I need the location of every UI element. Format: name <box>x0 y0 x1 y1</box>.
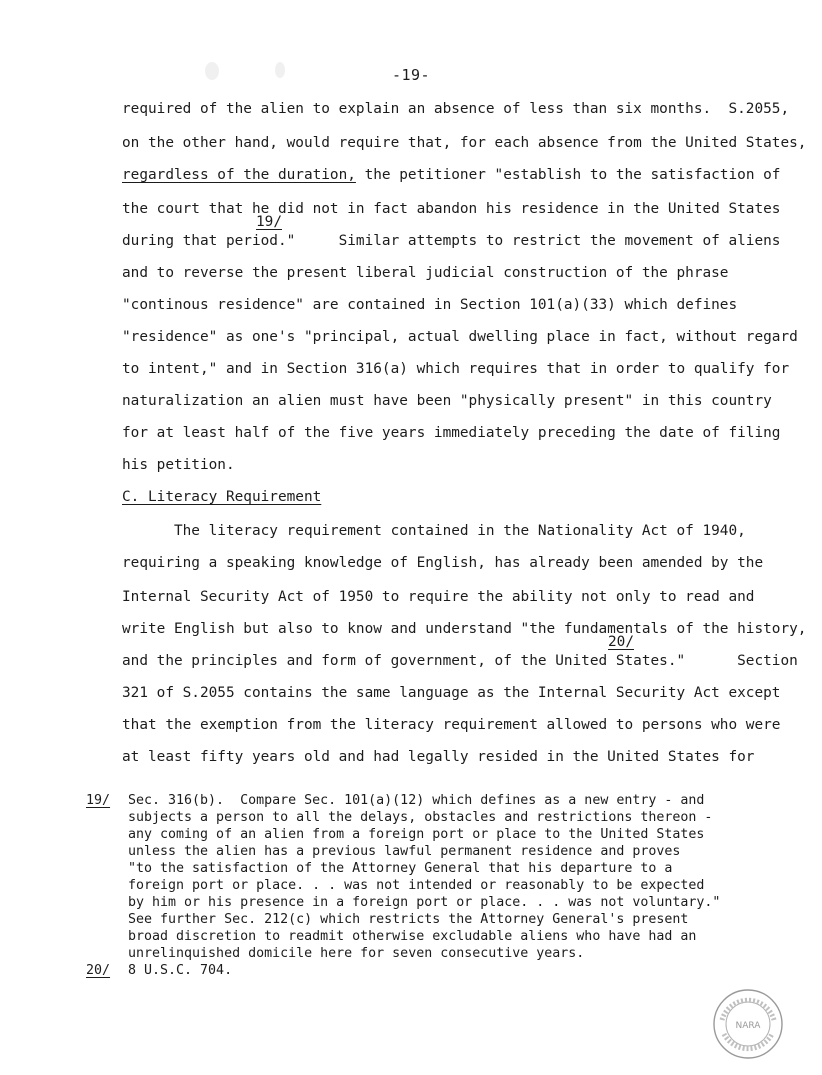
page-number: -19- <box>391 66 431 84</box>
body-line: the court that he did not in fact abandon his residence in the United States <box>122 201 781 217</box>
body-line-rest: the petitioner "establish to the satisfaction of <box>355 167 781 183</box>
body-line: to intent," and in Section 316(a) which requires that in order to qualify for <box>122 361 790 377</box>
body-line: write English but also to know and understand "the fundamentals of the history, <box>122 621 807 637</box>
footnote-marker-20: 20/ <box>608 634 634 650</box>
footnote-line: unless the alien has a previous lawful permanent residence and proves <box>128 844 681 859</box>
body-line: 321 of S.2055 contains the same language as the Internal Security Act except <box>122 685 781 701</box>
footnote-line: 8 U.S.C. 704. <box>128 963 233 978</box>
footnote-number-20: 20/ <box>86 963 111 978</box>
footnote-line: any coming of an alien from a foreign port or place to the United States <box>128 827 705 842</box>
footnote-line: "to the satisfaction of the Attorney General that his departure to a <box>128 861 673 876</box>
body-line: at least fifty years old and had legally resided in the United States for <box>122 749 755 765</box>
body-line: on the other hand, would require that, for each absence from the United States, <box>122 135 807 151</box>
body-line: that the exemption from the literacy requirement allowed to persons who were <box>122 717 781 733</box>
svg-text:NARA: NARA <box>735 1021 761 1031</box>
footnote-line: by him or his presence in a foreign port or place. . . was not voluntary." <box>128 895 721 910</box>
body-line: required of the alien to explain an absence of less than six months. S.2055, <box>122 101 790 117</box>
footnote-line: broad discretion to readmit otherwise excludable aliens who have had an <box>128 929 697 944</box>
body-line: his petition. <box>122 457 235 473</box>
footnote-marker-19: 19/ <box>256 214 282 230</box>
body-line: during that period." Similar attempts to restrict the movement of aliens <box>122 233 781 249</box>
footnote-line: foreign port or place. . . was not intended or reasonably to be expected <box>128 878 705 893</box>
underlined-phrase: regardless of the duration, <box>122 167 356 183</box>
section-heading: C. Literacy Requirement <box>122 489 322 505</box>
body-line: "continous residence" are contained in Section 101(a)(33) which defines <box>122 297 738 313</box>
body-line: Internal Security Act of 1950 to require the ability not only to read and <box>122 589 755 605</box>
body-line: for at least half of the five years immediately preceding the date of filing <box>122 425 781 441</box>
footnote-line: Sec. 316(b). Compare Sec. 101(a)(12) which defines as a new entry - and <box>128 793 705 808</box>
body-line: and the principles and form of government, of the United States." Section <box>122 653 798 669</box>
body-line <box>122 166 780 184</box>
body-line: "residence" as one's "principal, actual dwelling place in fact, without regard <box>122 329 798 345</box>
footnote-line: subjects a person to all the delays, obstacles and restrictions thereon - <box>128 810 713 825</box>
body-line: and to reverse the present liberal judicial construction of the phrase <box>122 265 729 281</box>
body-line: naturalization an alien must have been "physically present" in this country <box>122 393 772 409</box>
footnote-line: See further Sec. 212(c) which restricts the Attorney General's present <box>128 912 689 927</box>
archive-stamp <box>708 984 788 1064</box>
footnote-number-19: 19/ <box>86 793 111 808</box>
body-line: requiring a speaking knowledge of English, has already been amended by the <box>122 555 764 571</box>
body-line: The literacy requirement contained in the Nationality Act of 1940, <box>122 523 746 539</box>
footnote-line: unrelinquished domicile here for seven consecutive years. <box>128 946 585 961</box>
